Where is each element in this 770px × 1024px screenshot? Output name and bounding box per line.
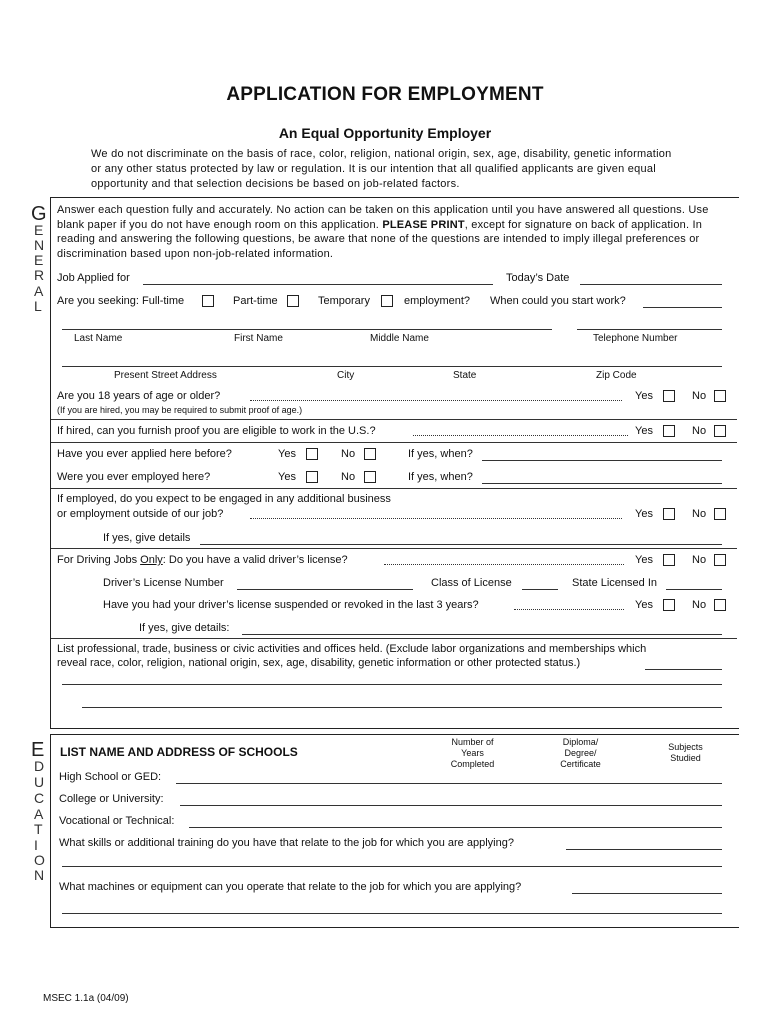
side-letter: D [34, 758, 45, 774]
side-letter: I [34, 837, 38, 853]
side-letter: E [31, 739, 45, 761]
applied-no-checkbox[interactable] [364, 448, 376, 460]
age-note: (If you are hired, you may be required to submit proof of age.) [57, 405, 303, 415]
side-letter: A [34, 283, 44, 299]
employed-no-label: No [341, 471, 356, 483]
leader-dots [413, 435, 628, 436]
page-title: APPLICATION FOR EMPLOYMENT [226, 84, 544, 105]
proof-yes-checkbox[interactable] [663, 425, 675, 437]
part-time-checkbox[interactable] [287, 295, 299, 307]
side-letter: R [34, 267, 45, 283]
additional-business-q1: If employed, do you expect to be engaged in any additional business [57, 493, 391, 505]
license-no-label: No [692, 554, 707, 566]
machines-field-2[interactable] [62, 913, 722, 914]
side-letter: U [34, 774, 45, 790]
suspended-no-label: No [692, 599, 707, 611]
additional-business-q2: or employment outside of our job? [57, 508, 224, 520]
education-section [50, 734, 739, 928]
employed-before-question: Were you ever employed here? [57, 471, 211, 483]
activities-field-1[interactable] [645, 669, 722, 670]
employment-q-label: employment? [404, 295, 471, 307]
address-field[interactable] [62, 366, 722, 367]
business-no-checkbox[interactable] [714, 508, 726, 520]
side-letter: O [34, 852, 45, 868]
temporary-checkbox[interactable] [381, 295, 393, 307]
license-state-field[interactable] [666, 589, 722, 590]
employed-when-label: If yes, when? [408, 471, 473, 483]
suspended-yes-label: Yes [635, 599, 653, 611]
leader-dots [514, 609, 624, 610]
machines-question: What machines or equipment can you operate that relate to the job for which you are applying? [59, 881, 522, 893]
eeo-statement: We do not discriminate on the basis of race, color, religion, national origin, sex, age, disability, genetic information or any other status protected by law or regulation. It is our intention that all qualified applicants are given equal opportunity and that selection decisions be based on job-related factors. [91, 148, 672, 190]
side-letter: L [34, 298, 42, 314]
license-yes-checkbox[interactable] [663, 554, 675, 566]
side-letter: N [34, 867, 45, 883]
license-state-label: State Licensed In [572, 577, 658, 589]
skills-field-1[interactable] [566, 849, 722, 850]
middle-name-label: Middle Name [370, 333, 429, 344]
suspended-question: Have you had your driver’s license suspended or revoked in the last 3 years? [103, 599, 479, 611]
last-name-label: Last Name [74, 333, 123, 344]
start-work-label: When could you start work? [490, 295, 626, 307]
skills-field-2[interactable] [62, 866, 722, 867]
suspended-details-field[interactable] [242, 634, 722, 635]
city-label: City [337, 370, 355, 381]
divider [51, 488, 737, 489]
vocational-field[interactable] [189, 827, 722, 828]
employed-no-checkbox[interactable] [364, 471, 376, 483]
side-letter: G [31, 203, 47, 225]
instructions: Answer each question fully and accurately. No action can be taken on this application until you have answered all questions. Use blank paper if you do not have enough room on this application. PLEASE PRINT, except for signature on back of application. In reading and answering the following questions, be aware that none of the questions are intended to imply illegal preferences or discrimination based upon non-job-related information. [57, 204, 709, 260]
applied-yes-label: Yes [278, 448, 296, 460]
part-time-label: Part-time [233, 295, 278, 307]
activities-instruction-2: reveal race, color, religion, national origin, sex, age, disability, genetic information or other protected status.) [57, 657, 581, 669]
college-field[interactable] [180, 805, 722, 806]
first-name-label: First Name [234, 333, 283, 344]
full-name-field[interactable] [62, 329, 552, 330]
applied-when-field[interactable] [482, 460, 722, 461]
activities-field-2[interactable] [62, 684, 722, 685]
state-label: State [453, 370, 477, 381]
side-letter: A [34, 806, 44, 822]
divider [51, 442, 737, 443]
business-details-field[interactable] [200, 544, 722, 545]
driving-question: For Driving Jobs Only: Do you have a valid driver’s license? [57, 554, 348, 566]
divider [51, 548, 737, 549]
applied-yes-checkbox[interactable] [306, 448, 318, 460]
side-letter: E [34, 252, 44, 268]
age-no-label: No [692, 390, 707, 402]
proof-no-label: No [692, 425, 707, 437]
license-yes-label: Yes [635, 554, 653, 566]
applied-before-question: Have you ever applied here before? [57, 448, 232, 460]
divider [51, 419, 737, 420]
telephone-field[interactable] [577, 329, 722, 330]
suspended-no-checkbox[interactable] [714, 599, 726, 611]
side-letter: E [34, 222, 44, 238]
schools-heading: LIST NAME AND ADDRESS OF SCHOOLS [60, 745, 298, 759]
leader-dots [250, 400, 622, 401]
applied-when-label: If yes, when? [408, 448, 473, 460]
side-letter: N [34, 237, 45, 253]
full-time-checkbox[interactable] [202, 295, 214, 307]
diploma-column-header: Diploma/ Degree/ Certificate [560, 737, 601, 769]
leader-dots [250, 518, 622, 519]
age-yes-label: Yes [635, 390, 653, 402]
todays-date-label: Today’s Date [506, 272, 570, 284]
job-applied-label: Job Applied for [57, 272, 130, 284]
license-class-field[interactable] [522, 589, 558, 590]
start-work-field[interactable] [643, 307, 722, 308]
age-yes-checkbox[interactable] [663, 390, 675, 402]
zip-label: Zip Code [596, 370, 637, 381]
employed-yes-checkbox[interactable] [306, 471, 318, 483]
todays-date-field[interactable] [580, 284, 722, 285]
years-column-header: Number of Years Completed [450, 737, 495, 769]
business-no-label: No [692, 508, 707, 520]
seeking-label: Are you seeking: Full-time [57, 295, 185, 307]
age-question: Are you 18 years of age or older? [57, 390, 221, 402]
employed-yes-label: Yes [278, 471, 296, 483]
vocational-label: Vocational or Technical: [59, 815, 175, 827]
license-class-label: Class of License [431, 577, 512, 589]
business-yes-checkbox[interactable] [663, 508, 675, 520]
business-yes-label: Yes [635, 508, 653, 520]
age-no-checkbox[interactable] [714, 390, 726, 402]
proof-question: If hired, can you furnish proof you are eligible to work in the U.S.? [57, 425, 376, 437]
activities-instruction-1: List professional, trade, business or civic activities and offices held. (Exclude labor organizations and memberships which [57, 643, 647, 655]
divider [51, 638, 737, 639]
suspended-details-label: If yes, give details: [139, 622, 230, 634]
license-number-label: Driver’s License Number [103, 577, 224, 589]
proof-yes-label: Yes [635, 425, 653, 437]
employed-when-field[interactable] [482, 483, 722, 484]
job-applied-field[interactable] [143, 284, 493, 285]
activities-field-3[interactable] [82, 707, 722, 708]
temporary-label: Temporary [318, 295, 370, 307]
business-details-label: If yes, give details [103, 532, 191, 544]
high-school-label: High School or GED: [59, 771, 162, 783]
side-letter: T [34, 821, 43, 837]
license-number-field[interactable] [237, 589, 413, 590]
suspended-yes-checkbox[interactable] [663, 599, 675, 611]
applied-no-label: No [341, 448, 356, 460]
college-label: College or University: [59, 793, 164, 805]
skills-question: What skills or additional training do you have that relate to the job for which you are applying? [59, 837, 514, 849]
subjects-column-header: Subjects Studied [668, 742, 703, 763]
high-school-field[interactable] [176, 783, 722, 784]
page-subtitle: An Equal Opportunity Employer [278, 125, 492, 141]
address-label: Present Street Address [114, 370, 217, 381]
machines-field-1[interactable] [572, 893, 722, 894]
leader-dots [384, 564, 624, 565]
telephone-label: Telephone Number [593, 333, 678, 344]
license-no-checkbox[interactable] [714, 554, 726, 566]
form-id: MSEC 1.1a (04/09) [43, 993, 129, 1004]
proof-no-checkbox[interactable] [714, 425, 726, 437]
side-letter: C [34, 790, 45, 806]
